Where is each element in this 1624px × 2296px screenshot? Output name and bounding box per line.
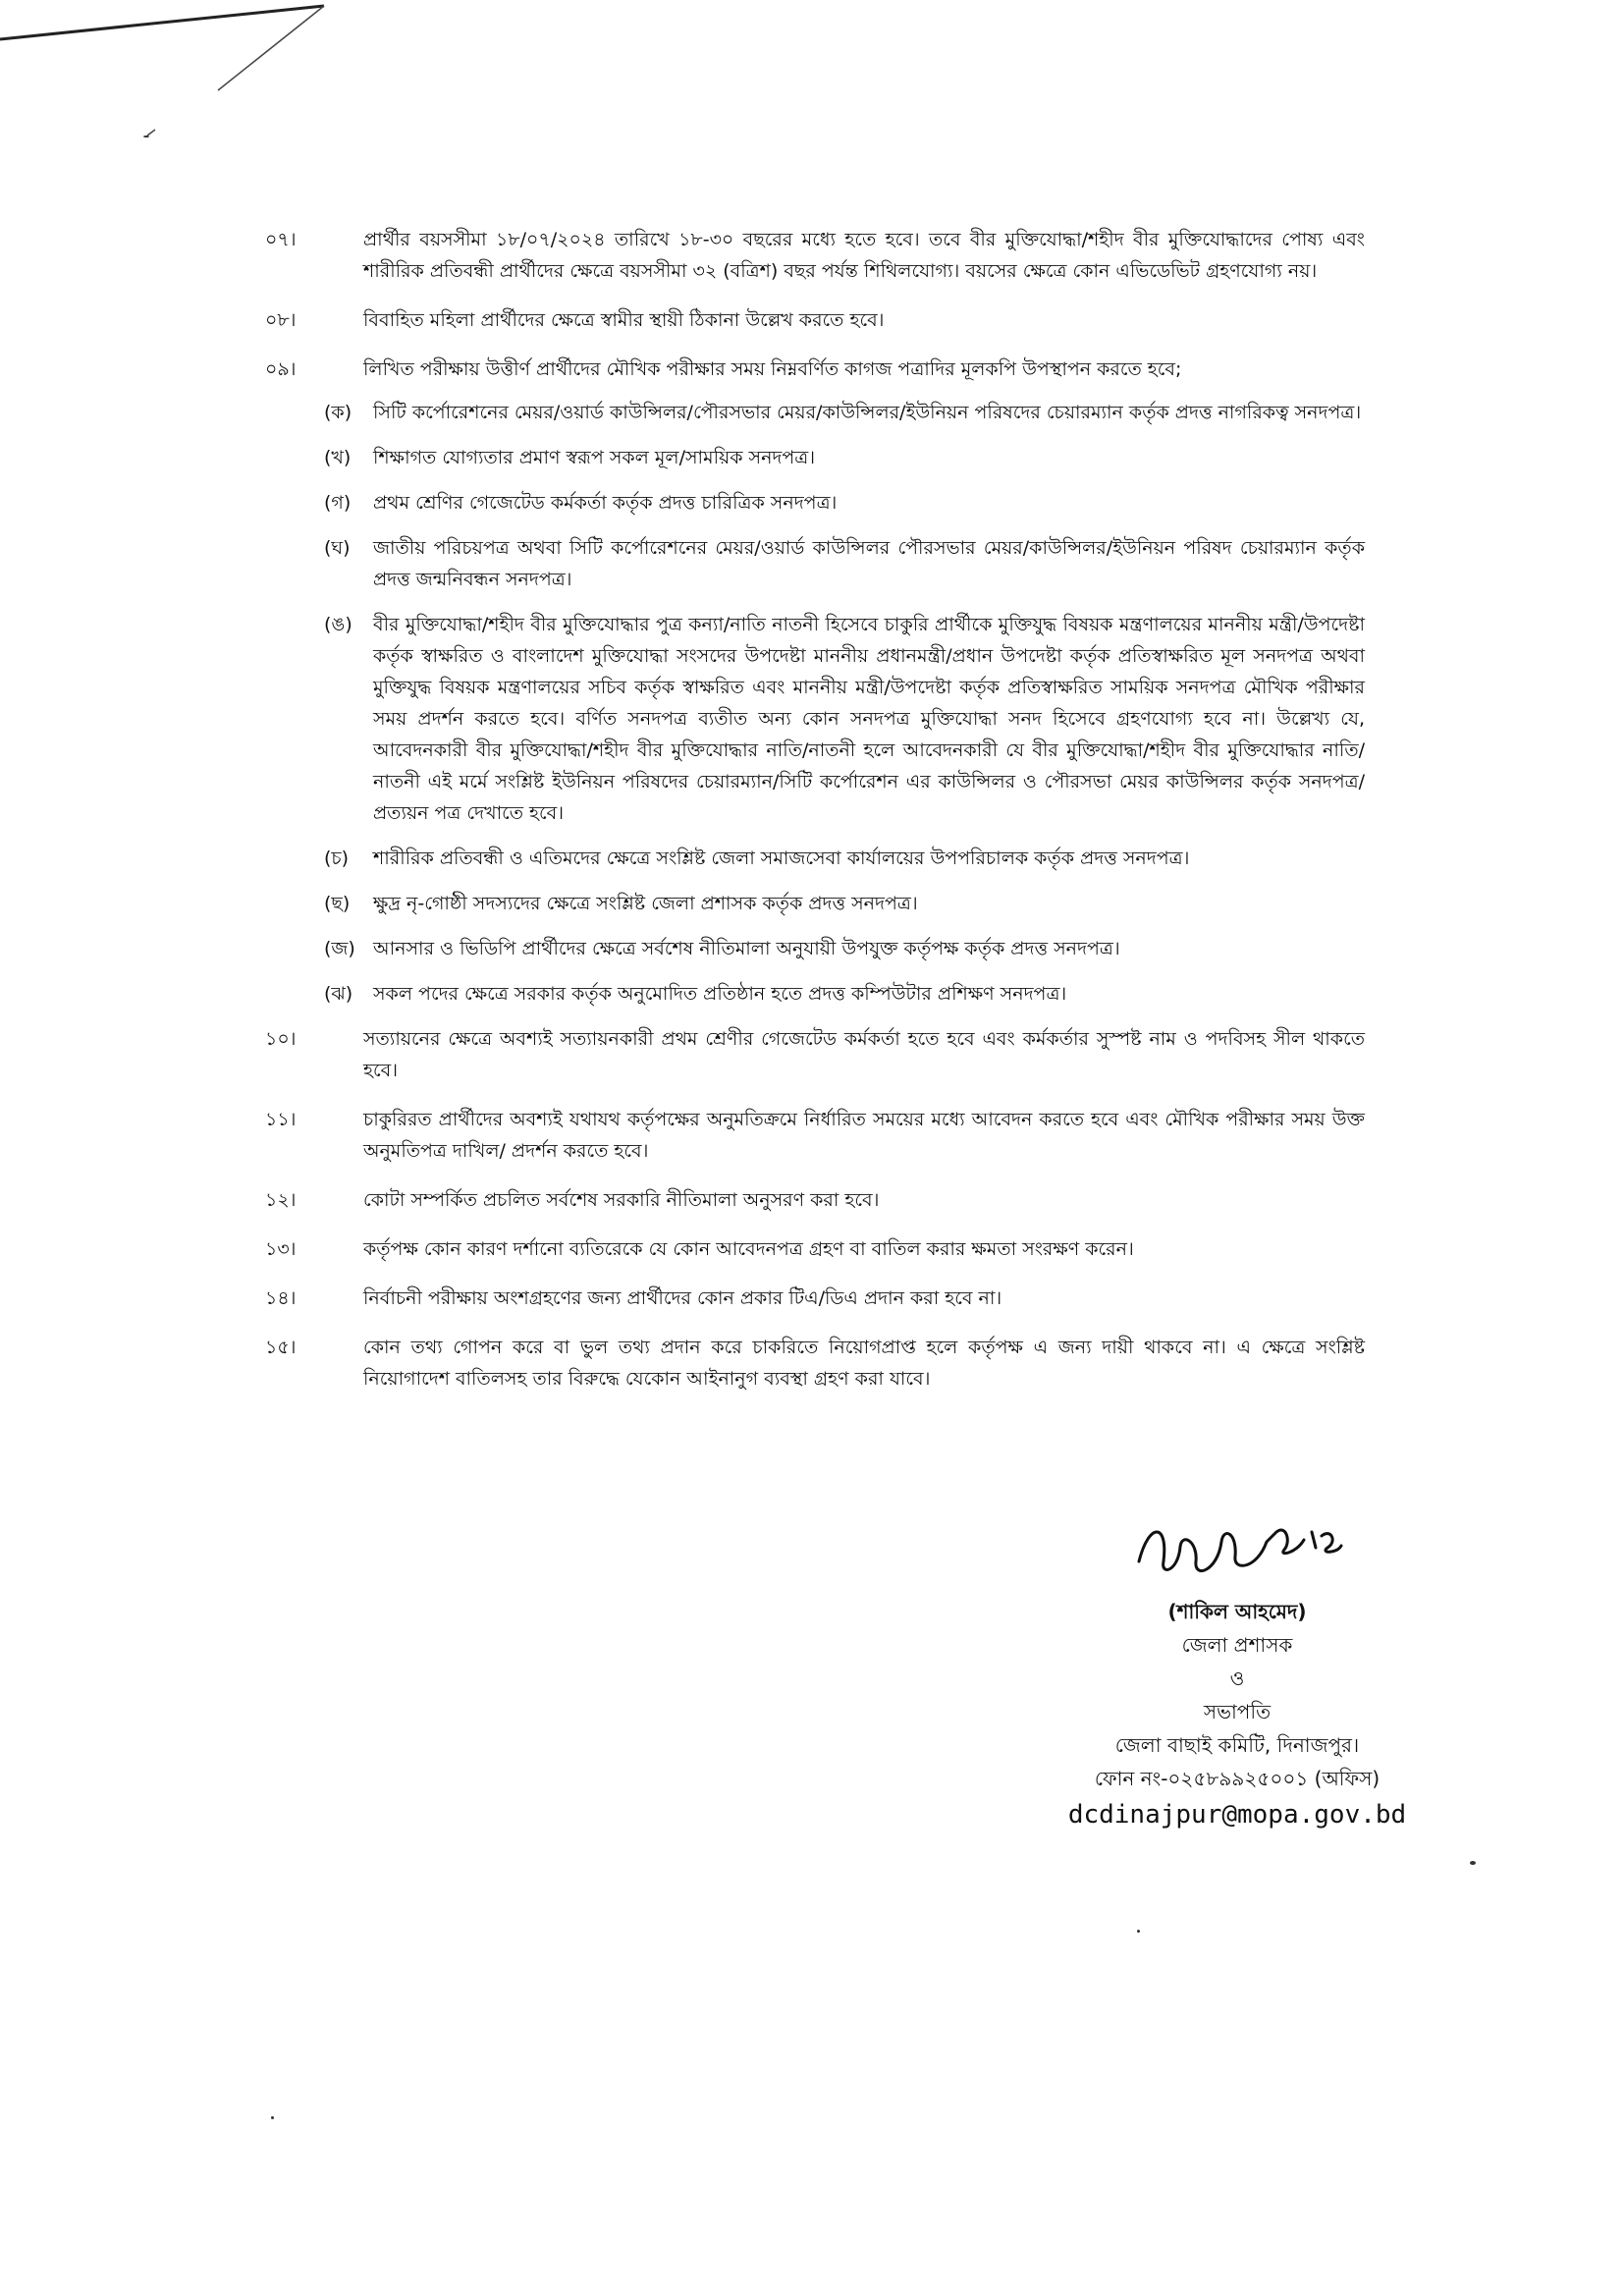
sub-list-item	[324, 843, 1365, 874]
phone-number: ফোন নং-০২৫৮৯৯২৫০০১ (অফিস)	[1094, 1767, 1380, 1790]
sub-item-label: (ঝ)	[324, 983, 353, 1005]
item-number: ১২।	[265, 1189, 297, 1211]
item-text: নির্বাচনী পরীক্ষায় অংশগ্রহণের জন্য প্রার্থীদের কোন প্রকার টিএ/ডিএ প্রদান করা হবে না।	[363, 1287, 1002, 1309]
sub-item-text: জাতীয় পরিচয়পত্র অথবা সিটি কর্পোরেশনের মেয়র/ওয়ার্ড কাউন্সিলর পৌরসভার মেয়র/কাউন্সিলর/ইউনিয়ন পরিষদ চেয়ারম্যান কর্তৃক প্রদত্ত জন্মনিবন্ধন সনদপত্র।	[373, 537, 1365, 590]
signatory-role: সভাপতি	[1203, 1700, 1272, 1723]
sub-item-label: (ছ)	[324, 893, 351, 914]
list-item	[265, 354, 1365, 385]
sub-item-label: (চ)	[324, 847, 350, 869]
list-item	[265, 1184, 1365, 1216]
item-text: কোন তথ্য গোপন করে বা ভুল তথ্য প্রদান করে চাকরিতে নিয়োগপ্রাপ্ত হলে কর্তৃপক্ষ এ জন্য দায়ী থাকবে না। এ ক্ষেত্রে সংশ্লিষ্ট নিয়োগাদেশ বাতিলসহ তার বিরুদ্ধে যেকোন আইনানুগ ব্যবস্থা গ্রহণ করা যাবে।	[363, 1337, 1365, 1390]
item-text: প্রার্থীর বয়সসীমা ১৮/০৭/২০২৪ তারিখে ১৮-৩০ বছরের মধ্যে হতে হবে। তবে বীর মুক্তিযোদ্ধা/শহীদ বীর মুক্তিযোদ্ধাদের পোষ্য এবং শারীরিক প্রতিবন্ধী প্রার্থীদের ক্ষেত্রে বয়সসীমা ৩২ (বত্রিশ) বছর পর্যন্ত শিথিলযোগ্য। বয়সের ক্ষেত্রে কোন এভিডেভিট গ্রহণযোগ্য নয়।	[363, 229, 1365, 282]
item-number: ১১।	[265, 1109, 297, 1130]
handwritten-signature	[1119, 1503, 1355, 1591]
list-item	[265, 1104, 1365, 1167]
sub-item-label: (খ)	[324, 447, 352, 468]
sub-item-label: (ঙ)	[324, 614, 352, 635]
list-item	[265, 1233, 1365, 1265]
sub-list-item	[324, 532, 1365, 595]
sub-list-item	[324, 888, 1365, 919]
item-number: ০৮।	[265, 309, 297, 331]
sub-item-text: সকল পদের ক্ষেত্রে সরকার কর্তৃক অনুমোদিত প্রতিষ্ঠান হতে প্রদত্ত কম্পিউটার প্রশিক্ষণ সনদপত্র।	[373, 983, 1067, 1005]
sub-item-text: আনসার ও ভিডিপি প্রার্থীদের ক্ষেত্রে সর্বশেষ নীতিমালা অনুযায়ী উপযুক্ত কর্তৃপক্ষ কর্তৃক প্রদত্ত সনদপত্র।	[373, 938, 1120, 959]
sub-item-text: শিক্ষাগত যোগ্যতার প্রমাণ স্বরূপ সকল মূল/সাময়িক সনদপত্র।	[373, 447, 816, 468]
list-item	[265, 1023, 1365, 1086]
committee-name: জেলা বাছাই কমিটি, দিনাজপুর।	[1114, 1733, 1360, 1757]
signature-block	[1060, 1503, 1414, 1834]
signatory-conjunction: ও	[1229, 1667, 1245, 1690]
scan-speck	[143, 136, 149, 137]
item-text: কর্তৃপক্ষ কোন কারণ দর্শানো ব্যতিরেকে যে কোন আবেদনপত্র গ্রহণ বা বাতিল করার ক্ষমতা সংরক্ষণ করেন।	[363, 1238, 1134, 1260]
sub-item-label: (ঘ)	[324, 537, 351, 559]
sub-list-item	[324, 487, 1365, 519]
signatory-designation: জেলা প্রশাসক	[1181, 1633, 1293, 1657]
item-text: লিখিত পরীক্ষায় উত্তীর্ণ প্রার্থীদের মৌখিক পরীক্ষার সময় নিম্নবর্ণিত কাগজ পত্রাদির মূলকপি উপস্থাপন করতে হবে;	[363, 358, 1182, 380]
item-number: ০৭।	[265, 229, 297, 250]
subitems-list	[324, 397, 1365, 1010]
item-number: ০৯।	[265, 358, 297, 380]
sub-list-item	[324, 978, 1365, 1010]
item-number: ১৩।	[265, 1238, 297, 1260]
sub-item-text: ক্ষুদ্র নৃ-গোষ্ঠী সদস্যদের ক্ষেত্রে সংশ্লিষ্ট জেলা প্রশাসক কর্তৃক প্রদত্ত সনদপত্র।	[373, 893, 918, 914]
item-number: ১৪।	[265, 1287, 297, 1309]
document-body	[265, 224, 1365, 1412]
sub-list-item	[324, 933, 1365, 964]
sub-item-text: বীর মুক্তিযোদ্ধা/শহীদ বীর মুক্তিযোদ্ধার পুত্র কন্যা/নাতি নাতনী হিসেবে চাকুরি প্রার্থীকে মুক্তিযুদ্ধ বিষয়ক মন্ত্রণালয়ের মাননীয় মন্ত্রী/উপদেষ্টা কর্তৃক স্বাক্ষরিত ও বাংলাদেশ মুক্তিযোদ্ধা সংসদের উপদেষ্টা মাননীয় প্রধানমন্ত্রী/প্রধান উপদেষ্টা কর্তৃক প্রতিস্বাক্ষরিত মূল সনদপত্র অথবা মুক্তিযুদ্ধ বিষয়ক মন্ত্রণালয়ের সচিব কর্তৃক স্বাক্ষরিত এবং মাননীয় মন্ত্রী/উপদেষ্টা কর্তৃক প্রতিস্বাক্ষরিত সাময়িক সনদপত্র মৌখিক পরীক্ষার সময় প্রদর্শন করতে হবে। বর্ণিত সনদপত্র ব্যতীত অন্য কোন সনদপত্র মুক্তিযোদ্ধা সনদ হিসেবে গ্রহণযোগ্য হবে না। উল্লেখ্য যে, আবেদনকারী বীর মুক্তিযোদ্ধা/শহীদ বীর মুক্তিযোদ্ধার নাতি/নাতনী হলে আবেদনকারী যে বীর মুক্তিযোদ্ধা/শহীদ বীর মুক্তিযোদ্ধার নাতি/নাতনী এই মর্মে সংশ্লিষ্ট ইউনিয়ন পরিষদের চেয়ারম্যান/সিটি কর্পোরেশন এর কাউন্সিলর ও পৌরসভা মেয়র কাউন্সিলর কর্তৃক সনদপত্র/প্রত্যয়ন পত্র দেখাতে হবে।	[373, 614, 1365, 824]
item-number: ১০।	[265, 1028, 297, 1050]
signatory-name: (শাকিল আহমেদ)	[1167, 1600, 1307, 1623]
email-address: dcdinajpur@mopa.gov.bd	[1067, 1800, 1407, 1830]
list-item	[265, 1283, 1365, 1314]
scan-speck	[1137, 1930, 1140, 1933]
sub-item-text: প্রথম শ্রেণির গেজেটেড কর্মকর্তা কর্তৃক প্রদত্ত চারিত্রিক সনদপত্র।	[373, 492, 838, 514]
items-list	[265, 224, 1365, 385]
sub-list-item	[324, 397, 1365, 428]
scan-speck	[1470, 1861, 1476, 1865]
sub-item-label: (ক)	[324, 402, 352, 423]
item-text: সত্যায়নের ক্ষেত্রে অবশ্যই সত্যায়নকারী প্রথম শ্রেণীর গেজেটেড কর্মকর্তা হতে হবে এবং কর্মকর্তার সুস্পষ্ট নাম ও পদবিসহ সীল থাকতে হবে।	[363, 1028, 1365, 1081]
scan-corner-mark	[0, 0, 353, 157]
item-number: ১৫।	[265, 1337, 297, 1358]
sub-item-label: (জ)	[324, 938, 355, 959]
sub-list-item	[324, 609, 1365, 829]
items-after-list	[265, 1023, 1365, 1394]
item-text: চাকুরিরত প্রার্থীদের অবশ্যই যথাযথ কর্তৃপক্ষের অনুমতিক্রমে নির্ধারিত সময়ের মধ্যে আবেদন করতে হবে এবং মৌখিক পরীক্ষার সময় উক্ত অনুমতিপত্র দাখিল/ প্রদর্শন করতে হবে।	[363, 1109, 1365, 1162]
item-text: বিবাহিত মহিলা প্রার্থীদের ক্ষেত্রে স্বামীর স্থায়ী ঠিকানা উল্লেখ করতে হবে।	[363, 309, 885, 331]
sub-item-text: সিটি কর্পোরেশনের মেয়র/ওয়ার্ড কাউন্সিলর/পৌরসভার মেয়র/কাউন্সিলর/ইউনিয়ন পরিষদের চেয়ারম্যান কর্তৃক প্রদত্ত নাগরিকত্ব সনদপত্র।	[373, 402, 1362, 423]
scan-speck	[271, 2116, 274, 2119]
list-item	[265, 1332, 1365, 1394]
list-item	[265, 304, 1365, 336]
sub-item-text: শারীরিক প্রতিবন্ধী ও এতিমদের ক্ষেত্রে সংশ্লিষ্ট জেলা সমাজসেবা কার্যালয়ের উপপরিচালক কর্তৃক প্রদত্ত সনদপত্র।	[373, 847, 1190, 869]
sub-list-item	[324, 442, 1365, 473]
item-text: কোটা সম্পর্কিত প্রচলিত সর্বশেষ সরকারি নীতিমালা অনুসরণ করা হবে।	[363, 1189, 880, 1211]
sub-item-label: (গ)	[324, 492, 352, 514]
list-item	[265, 224, 1365, 287]
